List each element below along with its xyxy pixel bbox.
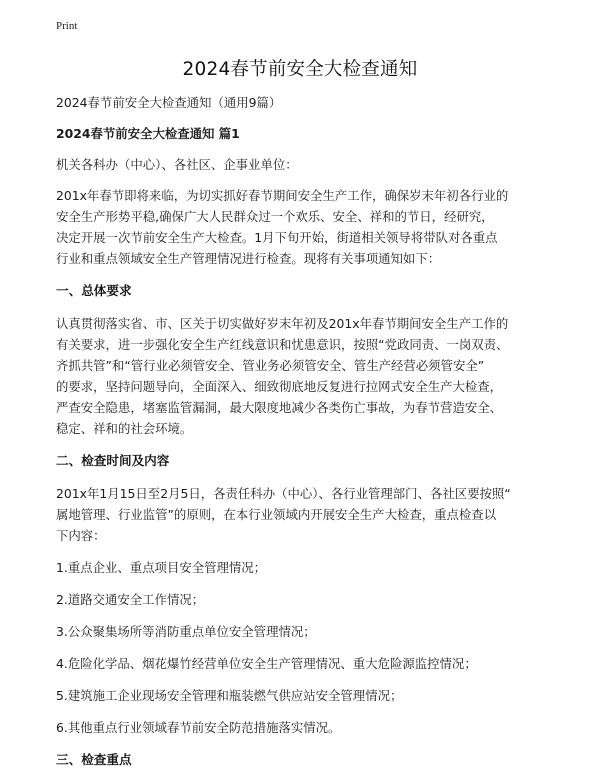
section-title: 2024春节前安全大检查通知 篇1: [56, 126, 240, 141]
intro-line: 201x年春节即将来临，为切实抓好春节期间安全生产工作，确保岁末年初各行业的: [56, 188, 509, 203]
print-link[interactable]: Print: [56, 20, 78, 32]
heading-inspection-focus: 三、检查重点: [56, 752, 132, 767]
schedule-line: 属地管理、行业监管”的原则，在本行业领域内开展安全生产大检查，重点检查以: [56, 507, 497, 522]
list-item: 6.其他重点行业领域春节前安全防范措施落实情况。: [56, 720, 341, 735]
list-item: 1.重点企业、重点项目安全管理情况；: [56, 560, 267, 575]
list-item: 4.危险化学品、烟花爆竹经营单位安全生产管理情况、重大危险源监控情况；: [56, 656, 477, 671]
requirements-line: 的要求，坚持问题导向，全面深入、细致彻底地反复进行拉网式安全生产大检查，: [56, 379, 503, 394]
heading-general-requirements: 一、总体要求: [56, 283, 132, 298]
intro-line: 决定开展一次节前安全生产大检查。1月下旬开始，街道相关领导将带队对各重点: [56, 230, 498, 245]
requirements-paragraph: [56, 313, 556, 439]
salutation: 机关各科办（中心）、各社区、企事业单位：: [56, 157, 298, 172]
schedule-line: 201x年1月15日至2月5日，各责任科办（中心）、各行业管理部门、各社区要按照“: [56, 486, 511, 501]
intro-paragraph: [56, 185, 556, 269]
requirements-line: 认真贯彻落实省、市、区关于切实做好岁末年初及201x年春节期间安全生产工作的: [56, 316, 509, 331]
requirements-line: 严查安全隐患，堵塞监管漏洞，最大限度地减少各类伤亡事故，为春节营造安全、: [56, 400, 503, 415]
schedule-paragraph: [56, 483, 556, 546]
intro-line: 安全生产形势平稳,确保广大人民群众过一个欢乐、安全、祥和的节日，经研究，: [56, 209, 494, 224]
requirements-line: 有关要求，进一步强化安全生产红线意识和忧患意识，按照“党政同责、一岗双责、: [56, 337, 509, 352]
requirements-line: 齐抓共管”和“管行业必须管安全、管业务必须管安全、管生产经营必须管安全”: [56, 358, 485, 373]
document-subtitle: 2024春节前安全大检查通知（通用9篇）: [56, 95, 282, 110]
list-item: 2.道路交通安全工作情况；: [56, 592, 205, 607]
intro-line: 行业和重点领域安全生产管理情况进行检查。现将有关事项通知如下：: [56, 251, 441, 266]
heading-time-and-content: 二、检查时间及内容: [56, 453, 170, 468]
document-title: 2024春节前安全大检查通知: [182, 59, 418, 80]
requirements-line: 稳定、祥和的社会环境。: [56, 421, 193, 436]
list-item: 3.公众聚集场所等消防重点单位安全管理情况；: [56, 624, 316, 639]
inspection-items-list: [56, 558, 556, 738]
list-item: 5.建筑施工企业现场安全管理和瓶装燃气供应站安全管理情况；: [56, 688, 403, 703]
document-body: [56, 92, 556, 770]
schedule-line: 下内容：: [56, 528, 106, 543]
